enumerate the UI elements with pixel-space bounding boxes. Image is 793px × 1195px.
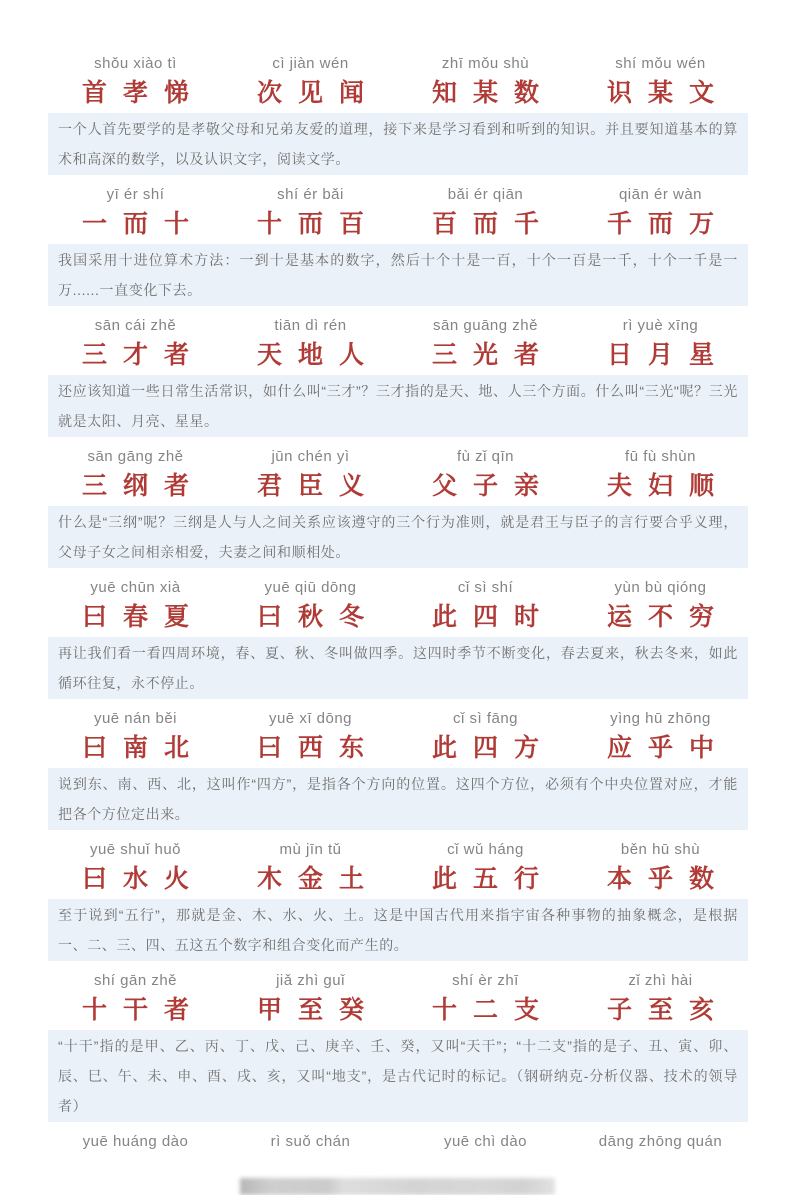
pinyin-group: běn hū shù [620,841,701,858]
pinyin-group: tiān dì rén [274,317,347,334]
pinyin-row [48,447,748,467]
pinyin-group: yuē shuǐ huǒ [89,841,182,858]
pinyin-group: fū fù shùn [625,448,696,465]
pinyin-group: zhī mǒu shù [441,55,530,72]
character-group: 三 才 者 [82,341,189,369]
explanation-text: 我国采用十进位算术方法：一到十是基本的数字，然后十个十是一百，十个一百是一千，十个一千是一万......一直变化下去。 [48,244,748,306]
stanza-8 [48,971,748,1122]
characters-row [48,342,748,368]
character-group: 三 纲 者 [82,472,189,500]
pinyin-row [48,971,748,991]
pinyin-group: yuē nán běi [93,710,178,727]
characters-row [48,80,748,106]
pinyin-group: yìng hū zhōng [610,710,711,727]
pinyin-group: shǒu xiào tì [94,55,177,72]
pinyin-group: fù zǐ qīn [456,448,515,465]
pinyin-group: sān cái zhě [94,317,177,334]
character-group: 十 干 者 [82,996,189,1024]
pinyin-row [48,709,748,729]
pinyin-group: dāng zhōng quán [598,1133,723,1150]
character-group: 本 乎 数 [607,865,714,893]
pinyin-row [48,316,748,336]
characters-row [48,211,748,237]
pinyin-group: mù jīn tǔ [279,841,342,858]
pinyin-group: rì suǒ chán [270,1133,351,1150]
character-group: 百 而 千 [432,210,539,238]
character-group: 君 臣 义 [257,472,364,500]
pinyin-group: jūn chén yì [271,448,350,465]
pinyin-group: cǐ sì fāng [452,710,519,727]
stanza-4 [48,447,748,568]
character-group: 识 某 文 [607,79,714,107]
character-group: 应 乎 中 [607,734,714,762]
character-group: 曰 水 火 [82,865,189,893]
pinyin-row [48,1132,748,1152]
character-group: 十 而 百 [257,210,364,238]
pinyin-row [48,578,748,598]
character-group: 一 而 十 [82,210,189,238]
explanation-text: 一个人首先要学的是孝敬父母和兄弟友爱的道理，接下来是学习看到和听到的知识。并且要知道基本的算术和高深的数学，以及认识文字，阅读文学。 [48,113,748,175]
characters-row [48,473,748,499]
pinyin-group: yuē xī dōng [268,710,353,727]
character-group: 曰 南 北 [82,734,189,762]
character-group: 首 孝 悌 [82,79,189,107]
character-group: 运 不 穷 [607,603,714,631]
pinyin-group: yī ér shí [106,186,165,203]
pinyin-group: zǐ zhì hài [628,972,693,989]
character-group: 天 地 人 [257,341,364,369]
pinyin-row [48,54,748,74]
pinyin-group: cǐ wǔ háng [447,841,524,858]
explanation-text: 还应该知道一些日常生活常识，如什么叫“三才”？三才指的是天、地、人三个方面。什么叫“三光"呢？三光就是太阳、月亮、星星。 [48,375,748,437]
character-group: 此 四 方 [432,734,539,762]
pinyin-group: shí ér bǎi [277,186,344,203]
pinyin-group: rì yuè xīng [622,317,699,334]
pinyin-group: sān guāng zhě [433,317,538,334]
character-group: 知 某 数 [432,79,539,107]
pinyin-group: cì jiàn wén [272,55,349,72]
character-group: 日 月 星 [607,341,714,369]
character-group: 次 见 闻 [257,79,364,107]
character-group: 木 金 土 [257,865,364,893]
character-group: 曰 秋 冬 [257,603,364,631]
character-group: 夫 妇 顺 [607,472,714,500]
pinyin-group: shí gān zhě [93,972,178,989]
pinyin-group: yuē chūn xià [90,579,181,596]
stanza-1 [48,54,748,175]
characters-row [48,866,748,892]
stanza-5 [48,578,748,699]
explanation-text: 什么是“三纲”呢？三纲是人与人之间关系应该遵守的三个行为准则，就是君王与臣子的言行要合乎义理，父母子女之间相亲相爱，夫妻之间和顺相处。 [48,506,748,568]
character-group: 曰 春 夏 [82,603,189,631]
blurred-watermark [240,1178,555,1195]
character-group: 此 五 行 [432,865,539,893]
characters-row [48,604,748,630]
character-group: 子 至 亥 [607,996,714,1024]
character-group: 千 而 万 [607,210,714,238]
character-group: 三 光 者 [432,341,539,369]
pinyin-group: yuē huáng dào [82,1133,189,1150]
stanza-6 [48,709,748,830]
pinyin-row [48,840,748,860]
pinyin-group: qiān ér wàn [618,186,703,203]
characters-row [48,997,748,1023]
stanza-7 [48,840,748,961]
pinyin-group: yùn bù qióng [614,579,707,596]
character-group: 十 二 支 [432,996,539,1024]
stanza-2 [48,185,748,306]
explanation-text: 再让我们看一看四周环境，春、夏、秋、冬叫做四季。这四时季节不断变化，春去夏来，秋去冬来，如此循环往复，永不停止。 [48,637,748,699]
character-group: 此 四 时 [432,603,539,631]
character-group: 父 子 亲 [432,472,539,500]
pinyin-group: yuē qiū dōng [264,579,357,596]
pinyin-group: shí èr zhī [452,972,519,989]
stanza-3 [48,316,748,437]
pinyin-group: sān gāng zhě [87,448,184,465]
pinyin-group: cǐ sì shí [457,579,514,596]
characters-row [48,735,748,761]
pinyin-group: yuē chì dào [443,1133,528,1150]
pinyin-row [48,185,748,205]
pinyin-group: jiǎ zhì guǐ [276,972,345,989]
pinyin-group: shí mǒu wén [615,55,706,72]
character-group: 甲 至 癸 [257,996,364,1024]
stanza-9 [48,1132,748,1152]
pinyin-group: bǎi ér qiān [447,186,524,203]
character-group: 曰 西 东 [257,734,364,762]
explanation-text: 说到东、南、西、北，这叫作“四方”，是指各个方向的位置。这四个方位，必须有个中央位置对应，才能把各个方位定出来。 [48,768,748,830]
explanation-text: “十干”指的是甲、乙、丙、丁、戊、己、庚辛、壬、癸，又叫“天干”；“十二支”指的是子、丑、寅、卯、辰、巳、午、未、申、酉、戌、亥，又叫“地支”，是古代记时的标记。（钢研纳克-分析仪器、技术的领导者） [48,1030,748,1122]
explanation-text: 至于说到“五行”，那就是金、木、水、火、土。这是中国古代用来指宇宙各种事物的抽象概念，是根据一、二、三、四、五这五个数字和组合变化而产生的。 [48,899,748,961]
